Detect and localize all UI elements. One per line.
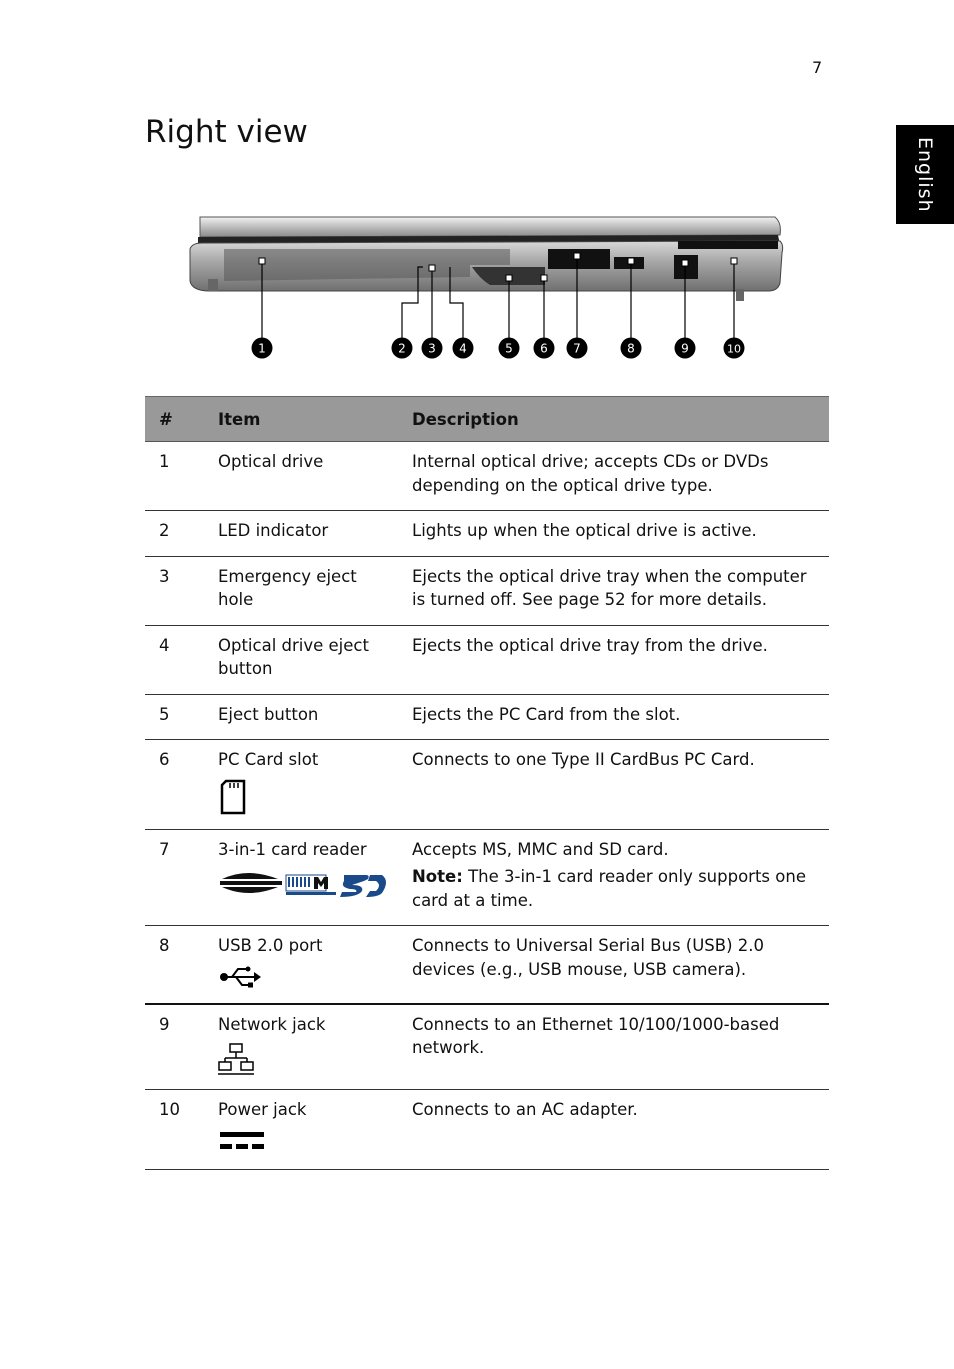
row-description: Lights up when the optical drive is active.	[398, 511, 829, 557]
header-description: Description	[398, 397, 829, 442]
svg-text:4: 4	[459, 341, 467, 356]
row-item: Emergency eject hole	[204, 556, 398, 625]
row-num: 3	[145, 556, 204, 625]
header-item: Item	[204, 397, 398, 442]
row-item: USB 2.0 port	[218, 936, 323, 955]
svg-text:9: 9	[681, 341, 689, 356]
table-row	[145, 1090, 829, 1170]
row-num: 2	[145, 511, 204, 557]
row-num: 4	[145, 625, 204, 694]
row-item: Optical drive eject button	[204, 625, 398, 694]
row-item: Network jack	[218, 1014, 326, 1034]
header-num: #	[145, 397, 204, 442]
note-text: The 3-in-1 card reader only supports one card at a time.	[412, 867, 806, 910]
table-row	[145, 740, 829, 830]
page-number: 7	[812, 58, 823, 77]
svg-text:10: 10	[727, 342, 741, 356]
callout-5	[499, 338, 520, 359]
row-description: Ejects the optical drive tray from the drive.	[398, 625, 829, 694]
svg-text:3: 3	[428, 341, 436, 356]
row-item: Optical drive	[204, 442, 398, 511]
page-title: Right view	[145, 114, 308, 150]
row-num: 6	[145, 740, 204, 830]
laptop-right-view-figure	[180, 205, 790, 375]
callout-7	[567, 338, 588, 359]
row-description: Connects to an Ethernet 10/100/1000-based network.	[398, 1004, 829, 1090]
callout-8	[621, 338, 642, 359]
ports-table	[145, 396, 829, 1170]
row-description: Internal optical drive; accepts CDs or DVDs depending on the optical drive type.	[398, 442, 829, 511]
svg-text:5: 5	[505, 341, 513, 356]
table-row	[145, 511, 829, 557]
callout-4	[453, 338, 474, 359]
sd-logo-icon	[340, 875, 386, 897]
callout-1	[252, 338, 273, 359]
language-tab-label: English	[914, 136, 936, 213]
callout-9	[675, 338, 696, 359]
mmc-logo-icon	[286, 875, 336, 895]
row-item: LED indicator	[204, 511, 398, 557]
row-num: 9	[145, 1004, 204, 1090]
row-item: 3-in-1 card reader	[218, 839, 367, 859]
row-num: 7	[145, 829, 204, 926]
card-reader-logos-icon	[218, 867, 388, 901]
row-description: Connects to one Type II CardBus PC Card.	[398, 740, 829, 830]
row-description: Ejects the PC Card from the slot.	[398, 694, 829, 740]
row-num: 5	[145, 694, 204, 740]
callout-3	[422, 338, 443, 359]
svg-text:7: 7	[573, 341, 581, 356]
table-row	[145, 694, 829, 740]
row-description: Connects to Universal Serial Bus (USB) 2.0 devices (e.g., USB mouse, USB camera).	[398, 926, 829, 1004]
table-row	[145, 625, 829, 694]
row-description: Accepts MS, MMC and SD card.	[412, 839, 669, 859]
table-row	[145, 442, 829, 511]
row-item: PC Card slot	[218, 750, 319, 769]
usb-icon	[218, 964, 262, 990]
pc-card-icon	[218, 778, 248, 816]
svg-text:8: 8	[627, 341, 635, 356]
laptop-body	[190, 217, 783, 301]
row-description: Ejects the optical drive tray when the computer is turned off. See page 52 for more details.	[398, 556, 829, 625]
svg-text:2: 2	[398, 341, 406, 356]
row-num: 10	[145, 1090, 204, 1170]
power-dc-icon	[218, 1128, 266, 1156]
memory-stick-logo-icon	[220, 873, 282, 893]
callout-10	[724, 338, 745, 359]
table-header-row	[145, 397, 829, 442]
callout-circles	[252, 338, 745, 359]
row-item: Power jack	[218, 1100, 307, 1119]
callout-6	[534, 338, 555, 359]
row-note	[412, 865, 819, 912]
row-description: Connects to an AC adapter.	[398, 1090, 829, 1170]
callout-2	[392, 338, 413, 359]
table-row	[145, 1004, 829, 1090]
row-num: 1	[145, 442, 204, 511]
table-row	[145, 926, 829, 1004]
language-tab	[896, 125, 954, 224]
table-row	[145, 829, 829, 926]
svg-text:6: 6	[540, 341, 548, 356]
note-label: Note:	[412, 867, 463, 886]
row-item: Eject button	[204, 694, 398, 740]
network-icon	[218, 1042, 254, 1076]
row-num: 8	[145, 926, 204, 1004]
table-row	[145, 556, 829, 625]
svg-text:1: 1	[258, 341, 266, 356]
